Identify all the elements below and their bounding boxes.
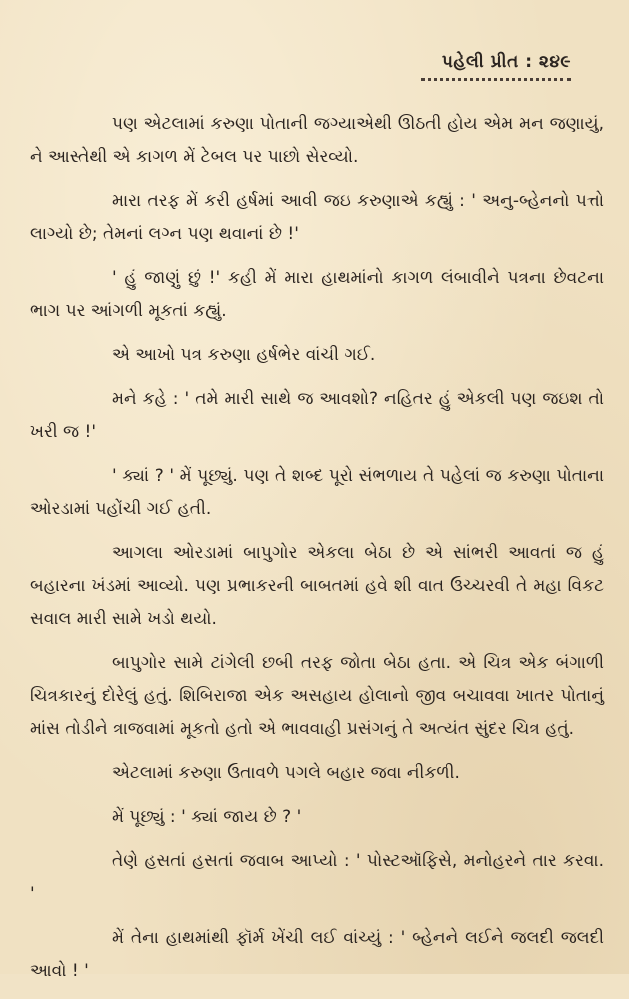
paragraph-11: તેણે હસતાં હસતાં જવાબ આપ્યો : ' પોસ્ટઑફિસે, મનોહરને તાર કરવા. ' [30,851,604,904]
paragraph-10: મેં પૂછ્યું : ' ક્યાં જાય છે ? ' [112,807,302,827]
paragraph-12: મેં તેના હાથમાંથી ફૉર્મ ખેંચી લઈ વાંચ્યું : ' બ્હેનને લઈને જલદી જલદી આવો ! ' [30,928,604,981]
paragraph-9: એટલામાં કરુણા ઉતાવળે પગલે બહાર જવા નીકળી. [112,763,460,783]
paragraph-7: આગલા ઓરડામાં બાપુગોર એકલા બેઠા છે એ સાંભરી આવતાં જ હું બહારના ખંડમાં આવ્યો. પણ પ્રભાકરની બાબતમાં હવે શી વાત ઉચ્ચરવી તે મહા વિકટ સવાલ મારી સામે ખડો થયો. [30,543,604,629]
paragraph-5: મને કહે : ' તમે મારી સાથે જ આવશો? નહિતર હું એકલી પણ જઇશ તો ખરી જ !' [30,389,604,442]
paragraph-6: ' ક્યાં ? ' મેં પૂછ્યું. પણ તે શબ્દ પૂરો સંભળાય તે પહેલાં જ કરુણા પોતાના ઓરડામાં પહોંચી ગઈ હતી. [30,466,604,519]
paragraph-1: પણ એટલામાં કરુણા પોતાની જગ્યાએથી ઊઠતી હોય એમ મન જણાયું, ને આસ્તેથી એ કાગળ મેં ટેબલ પર પાછો સેરવ્યો. [30,114,604,167]
page-title: પહેલી પ્રીત : ૨૪૯ [441,52,571,72]
body-text [30,108,604,999]
paragraph-4: એ આખો પત્ર કરુણા હર્ષભેર વાંચી ગઈ. [112,345,376,365]
dotted-rule [421,78,571,81]
running-head [421,52,571,81]
paragraph-8: બાપુગોર સામે ટાંગેલી છબી તરફ જોતા બેઠા હતા. એ ચિત્ર એક બંગાળી ચિત્રકારનું દોરેલું હતું. શિબિરાજા એક અસહાય હોલાનો જીવ બચાવવા ખાતર પોતાનું માંસ તોડીને ત્રાજવામાં મૂકતો હતો એ ભાવવાહી પ્રસંગનું તે અત્યંત સુંદર ચિત્ર હતું. [30,653,604,739]
paragraph-3: ' હું જાણું છું !' કહી મેં મારા હાથમાંનો કાગળ લંબાવીને પત્રના છેવટના ભાગ પર આંગળી મૂકતાં કહ્યું. [30,268,604,321]
paragraph-2: મારા તરફ મેં કરી હર્ષમાં આવી જઇ કરુણાએ કહ્યું : ' અનુ-બ્હેનનો પત્તો લાગ્યો છે; તેમનાં લગ્ન પણ થવાનાં છે !' [30,191,604,244]
